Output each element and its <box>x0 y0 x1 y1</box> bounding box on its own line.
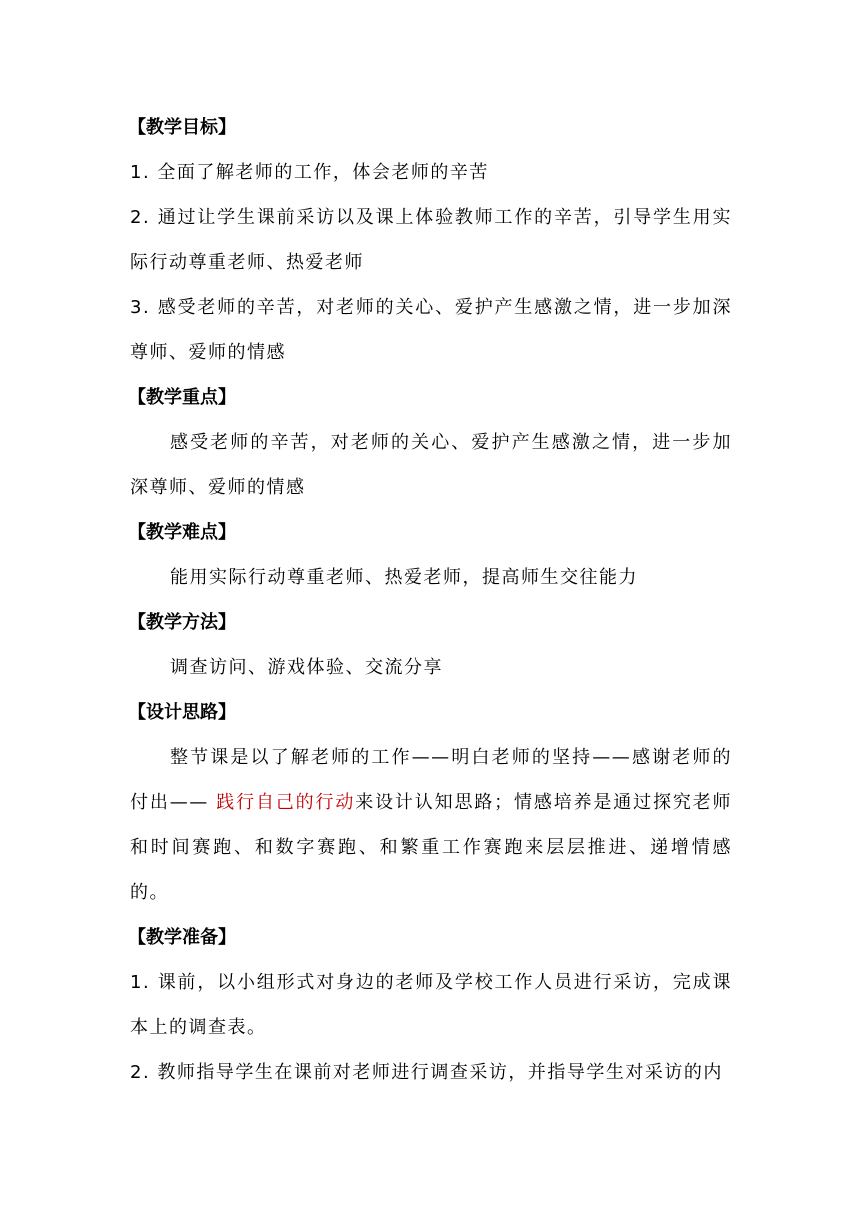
design-text-highlight: 践行自己的行动 <box>216 792 356 813</box>
preparation-item-1: 1. 课前，以小组形式对身边的老师及学校工作人员进行采访，完成课本上的调查表。 <box>130 972 732 1038</box>
section-heading-design: 【设计思路】 <box>128 702 236 723</box>
design-text <box>130 735 732 915</box>
goal-item-3: 3. 感受老师的辛苦，对老师的关心、爱护产生感激之情，进一步加深尊师、爱师的情感 <box>130 297 732 363</box>
section-heading-difficulties: 【教学难点】 <box>128 522 236 543</box>
difficulties-text: 能用实际行动尊重老师、热爱老师，提高师生交往能力 <box>170 567 638 588</box>
design-text-after: 来设计认知思路；情感培养是通过探究老师和时间赛跑、和数字赛跑、和繁重工作赛跑来层层推进、递增情感的。 <box>130 792 733 903</box>
section-heading-goals: 【教学目标】 <box>128 117 236 138</box>
goal-item-1: 1. 全面了解老师的工作，体会老师的辛苦 <box>130 162 489 183</box>
section-heading-key-points: 【教学重点】 <box>128 387 236 408</box>
lesson-plan-page <box>130 105 732 1095</box>
methods-text: 调查访问、游戏体验、交流分享 <box>170 657 443 678</box>
section-heading-preparation: 【教学准备】 <box>128 927 236 948</box>
goal-item-2: 2. 通过让学生课前采访以及课上体验教师工作的辛苦，引导学生用实际行动尊重老师、热爱老师 <box>130 207 732 273</box>
key-points-text: 感受老师的辛苦，对老师的关心、爱护产生感激之情，进一步加深尊师、爱师的情感 <box>130 432 732 498</box>
section-heading-methods: 【教学方法】 <box>128 612 236 633</box>
preparation-item-2: 2. 教师指导学生在课前对老师进行调查采访，并指导学生对采访的内 <box>130 1062 723 1083</box>
design-text-before: 整节课是以了解老师的工作——明白老师的坚持——感谢老师的付出—— <box>130 747 732 813</box>
